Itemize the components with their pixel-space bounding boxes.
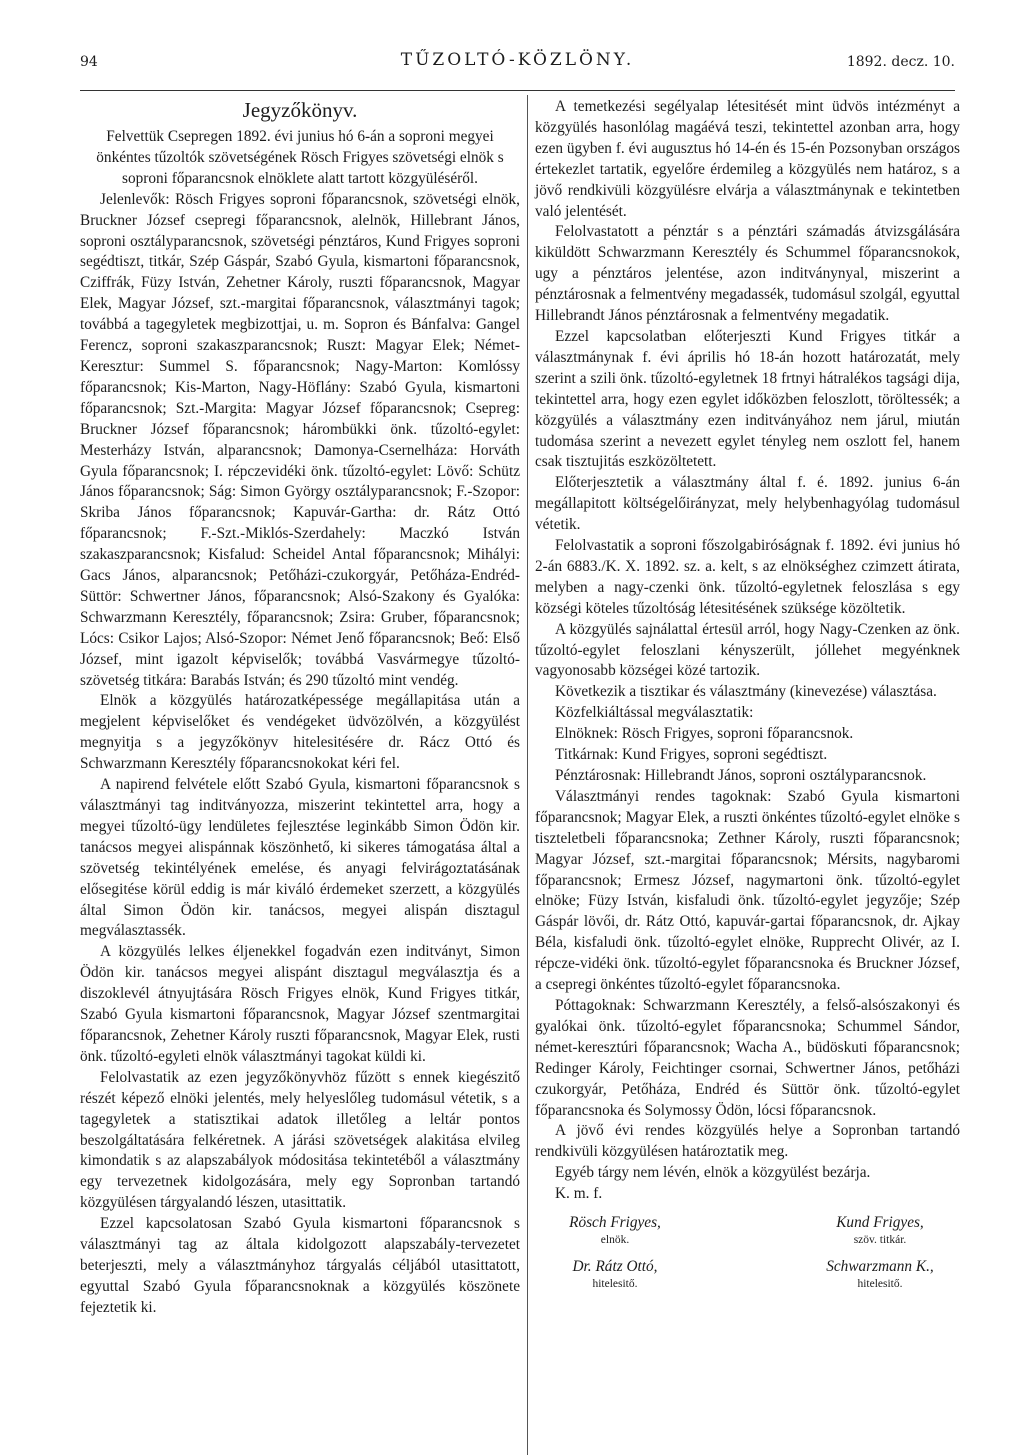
paragraph: Jelenlevők: Rösch Frigyes soproni főparancsnok, szövetségi elnök, Bruckner József csepregi főparancsnok, alelnök, Hillebrant János, soproni osztályparancsnok, szövetségi pénztáros, Kund Frigyes soproni segédtiszt, titkár, Szép Gáspár, Szabó Gyula, kismartoni főparancsnok, Cziffrák, Füzy István, Zehetner Károly, ruszti főparancsnok, Magyar Elek, Magyar József, szt.-margitai főparancsnok, választmányi tagok; továbbá a tagegyletek megbizottjai, u. m. Sopron és Bánfalva: Gangel Ferencz, soproni szakaszparancsnok; Ruszt: Magyar Elek; Német-Keresztur: Summel S. főparancsnok; Nagy-Marton: Komlóssy főparancsnok; Kis-Marton, Nagy-Höflány: Szabó Gyula, kismartoni főparancsnok; Szt.-Margita: Magyar József főparancsnok; Csepreg: Bruckner József főparancsnok; hárombükki önk. tűzoltó-egylet: Mesterházy István, alparancsnok; Damonya-Csernelháza: Horváth Gyula főparancsnok; I. répczevidéki önk. tűzoltó-egylet: Lövő: Schütz János főparancsnok; Ság: Simon György osztályparancsnok; F.-Szopor: Skriba János főparancsnok; Kapuvár-Gartha: dr. Rátz Ottó főparancsnok; F.-Szt.-Miklós-Szerdahely: Maczkó István szakaszparancsnok; Kisfalud: Scheidel Antal főparancsnok; Mihályi: Gacs János, alparancsnok; Petőházi-czukorgyár, Petőháza-Endréd-Süttör: Schwertner János, főparancsnok; Alsó-Szakony és Gyalóka: Schwarzmann Keresztély, főparancsnok; Zsira: Gruber, főparancsnok; Lócs: Csikor Lajos; Alsó-Szopor: Német Jenő főparancsnok; Beő: Első József, mint igazolt képviselők; továbbá Vasvármegye tűzoltó-szövetség titkára: Barabás István; és 290 tűzoltó mint vendég. [80,190,520,689]
issue-date: 1892. decz. 10. [846,54,955,70]
paragraph: Ezzel kapcsolatban előterjeszti Kund Frigyes titkár a választmánynak f. évi április hó 18-án hozott határozatát, mely szerint a szili önk. tűzoltó-egyletnek 18 frtnyi hátralékos tagsági dija, tekintettel arra, hogy ezen egylet időközben feloszlott, töröltessék; a közgyülés a választmány ezen inditványához nem járul, miután tudomása szerint a nevezett egylet tényleg nem oszlott fel, hanem csak tisztujitás eszközöltetett. [535,327,960,471]
paragraph: Ezzel kapcsolatosan Szabó Gyula kismartoni főparancsnok s választmányi tag az általa kidolgozott alapszabály-tervezetet beterjeszti, mely a választmányhoz tárgyalás céljából utasittatott, egyuttal Szabó Gyula főparancsnoknak a közgyülés köszönete fejeztetik ki. [80,1215,520,1316]
paragraph: Következik a tisztikar és választmány (kinevezése) választása. [555,683,937,701]
left-column [80,97,520,1319]
paragraph: Felolvastatik a soproni főszolgabiróságnak f. 1892. évi junius hó 2-án 6883./K. X. 1892. sz. a. kelt, s az elnökséghez czimzett átirata, melyben a nagy-czenki önk. tűzoltó-egyletnek feloszlása s egy községi köteles tűzoltóság létesitésének szüksége közöltetik. [535,537,960,617]
paragraph: Előterjesztetik a választmány által f. é. 1892. junius 6-án megállapitott költségelőirányzat, mely helybenhagyólag tudomásul vétetik. [535,474,960,534]
article-heading: Jegyzőkönyv. [242,98,358,122]
paragraph: Felolvastatott a pénztár s a pénztári számadás átvizsgálására kiküldött Schwarzmann Keresztély és Schummel főparancsnokok, ugy a pénztáros jelentése, azon inditványnyal, miszerint a pénztárosnak a felmentvény megadassék, tudomásul szolgál, egyuttal Hillebrandt János pénztárosnak a felmentvény megadatik. [535,223,960,325]
paragraph: Felolvastatik az ezen jegyzőkönyvhöz fűzött s ennek kiegészitő részét képező elnöki jelentés, mely helyeslőleg tudomásul vétetik, s a tagegyletek a statisztikai adatok illetőleg a leltár pontos beszolgáltatására felkéretnek. A járási szövetségek alakitása elvileg kimondatik s az alapszabályok módositása tekintetéből a választmány egy tervezetnek kidolgozására, mely egy Sopronban tartandó közgyülésen tárgyalandó lészen, utasittatik. [80,1068,520,1212]
paragraph: Póttagoknak: Schwarzmann Keresztély, a felső-alsószakonyi és gyalókai önk. tűzoltó-egylet főparancsnoka; Schummel Sándor, német-keresztúri főparancsnok; Wacha A., büdöskuti főparancsnok; Redinger Károly, Feichtinger csornai, Schwertner János, petőházi czukorgyár, Petőháza, Endréd és Süttör önk. tűzoltó-egylet főparancsnoka és Solymossy Ödön, lócsi főparancsnok. [535,996,960,1119]
right-column [535,97,960,1299]
column-separator [527,95,528,1455]
paragraph: Elnöknek: Rösch Frigyes, soproni főparancsnok. [555,725,854,743]
page-number: 94 [80,54,98,70]
paragraph: A temetkezési segélyalap létesitését mint üdvös intézményt a közgyülés hasonlólag magáévá teszi, tekintettel azonban arra, hogy ezen ügyben f. évi augusztus hó 14-én és 15-én Pozsonyban országos értekezlet tartatik, egyelőre érdemileg a közgyülés nem határoz, s a jövő rendkivüli közgyülésre elvárja a választmánynak e tekintetben való jelentését. [535,98,960,220]
signature-secretary: Kund Frigyes, szöv. titkár. [836,1214,924,1247]
paragraph: Pénztárosnak: Hillebrandt János, soproni osztályparancsnok. [555,767,927,784]
page-header [80,50,955,80]
paragraph: A közgyülés lelkes éljenekkel fogadván ezen inditványt, Simon Ödön kir. tanácsos megyei alispánt disztagul megválasztja és a diszoklevél átnyujtására Rösch Frigyes elnök, Kund Frigyes titkár, Szabó Gyula kismartoni főparancsnok, Magyar József szentmargitai főparancsnok, Zehetner Károly ruszti főparancsnok, Magyar Elek, rusti önk. tűzoltó-egyleti elnök választmányi tagokat küldi ki. [80,943,520,1065]
paragraph: A napirend felvétele előtt Szabó Gyula, kismartoni főparancsnok s választmányi tag inditványozza, miszerint tekintettel arra, hogy a megyei tűzoltó-ügy lendületes fejlesztése leginkább Simon Ödön kir. tanácsos megyei alispánnak köszönhető, ki sikeres támogatása által a szövetség tekintélyének emelése, és anyagi felvirágoztatásának elősegitése körül eddig is már kiváló érdemeket szerzett, a közgyülés által Simon Ödön kir. tanácsos, megyei alispán disztagul megválasztassék. [80,776,520,940]
signature-verifier-2: Schwarzmann K., hitelesitő. [826,1258,934,1291]
paragraph: A jövő évi rendes közgyülés helye a Sopronban tartandó rendkivüli közgyülésen határoztatik meg. [535,1122,960,1161]
paragraph: A közgyülés sajnálattal értesül arról, hogy Nagy-Czenken az önk. tűzoltó-egylet feloszlani kényszerült, jóllehet megyénknek vagyonosabb községei közé tartozik. [535,620,960,680]
paragraph: Választmányi rendes tagoknak: Szabó Gyula kismartoni főparancsnok; Magyar Elek, a ruszti önkéntes tűzoltó-egylet elnöke s tiszteletbeli főparancsnoka; Zethner Károly, ruszti főparancsnok; Magyar József, szt.-margitai főparancsnok; Mérsits, nagybaromi főparancsnok; Ermesz József, nagymartoni önk. tűzoltó-egylet elnöke; Füzy István, kisfaludi önk. tűzoltó-egylet jegyzője; Szép Gáspár lövői, dr. Rátz Ottó, kapuvár-gartai főparancsnok, dr. Ajkay Béla, kisfaludi önk. tűzoltó-egylet elnöke, Rupprecht Olivér, az I. répcze-vidéki önk. tűzoltó-egylet főparancsnoka és Bruckner József, a csepregi önkéntes tűzoltó-egylet főparancsnoka. [535,787,960,994]
article-intro: Felvettük Csepregen 1892. évi junius hó 6-án a soproni megyei önkéntes tűzoltók szövetségének Rösch Frigyes szövetségi elnök s soproni főparancsnok elnöklete alatt tartott közgyüléséről. [96,128,504,187]
paragraph: Közfelkiáltással megválasztatik: [555,704,754,722]
header-rule [80,90,955,91]
paragraph: Titkárnak: Kund Frigyes, soproni segédtiszt. [555,746,828,764]
paragraph: Elnök a közgyülés határozatképessége megállapitása után a megjelent képviselőket és vendégeket üdvözölvén, a közgyülést megnyitja s a jegyzőkönyv hitelesitésére dr. Rácz Ottó és Schwarzmann Keresztély főparancsnokokat kéri fel. [80,692,520,773]
paragraph: Egyéb tárgy nem lévén, elnök a közgyülést bezárja. [555,1164,871,1182]
signature-block [535,1213,960,1299]
signature-president: Rösch Frigyes, elnök. [569,1214,661,1247]
signature-verifier-1: Dr. Rátz Ottó, hitelesitő. [572,1258,658,1291]
journal-title: TŰZOLTÓ-KÖZLÖNY. [400,50,635,70]
paragraph: K. m. f. [555,1185,603,1203]
